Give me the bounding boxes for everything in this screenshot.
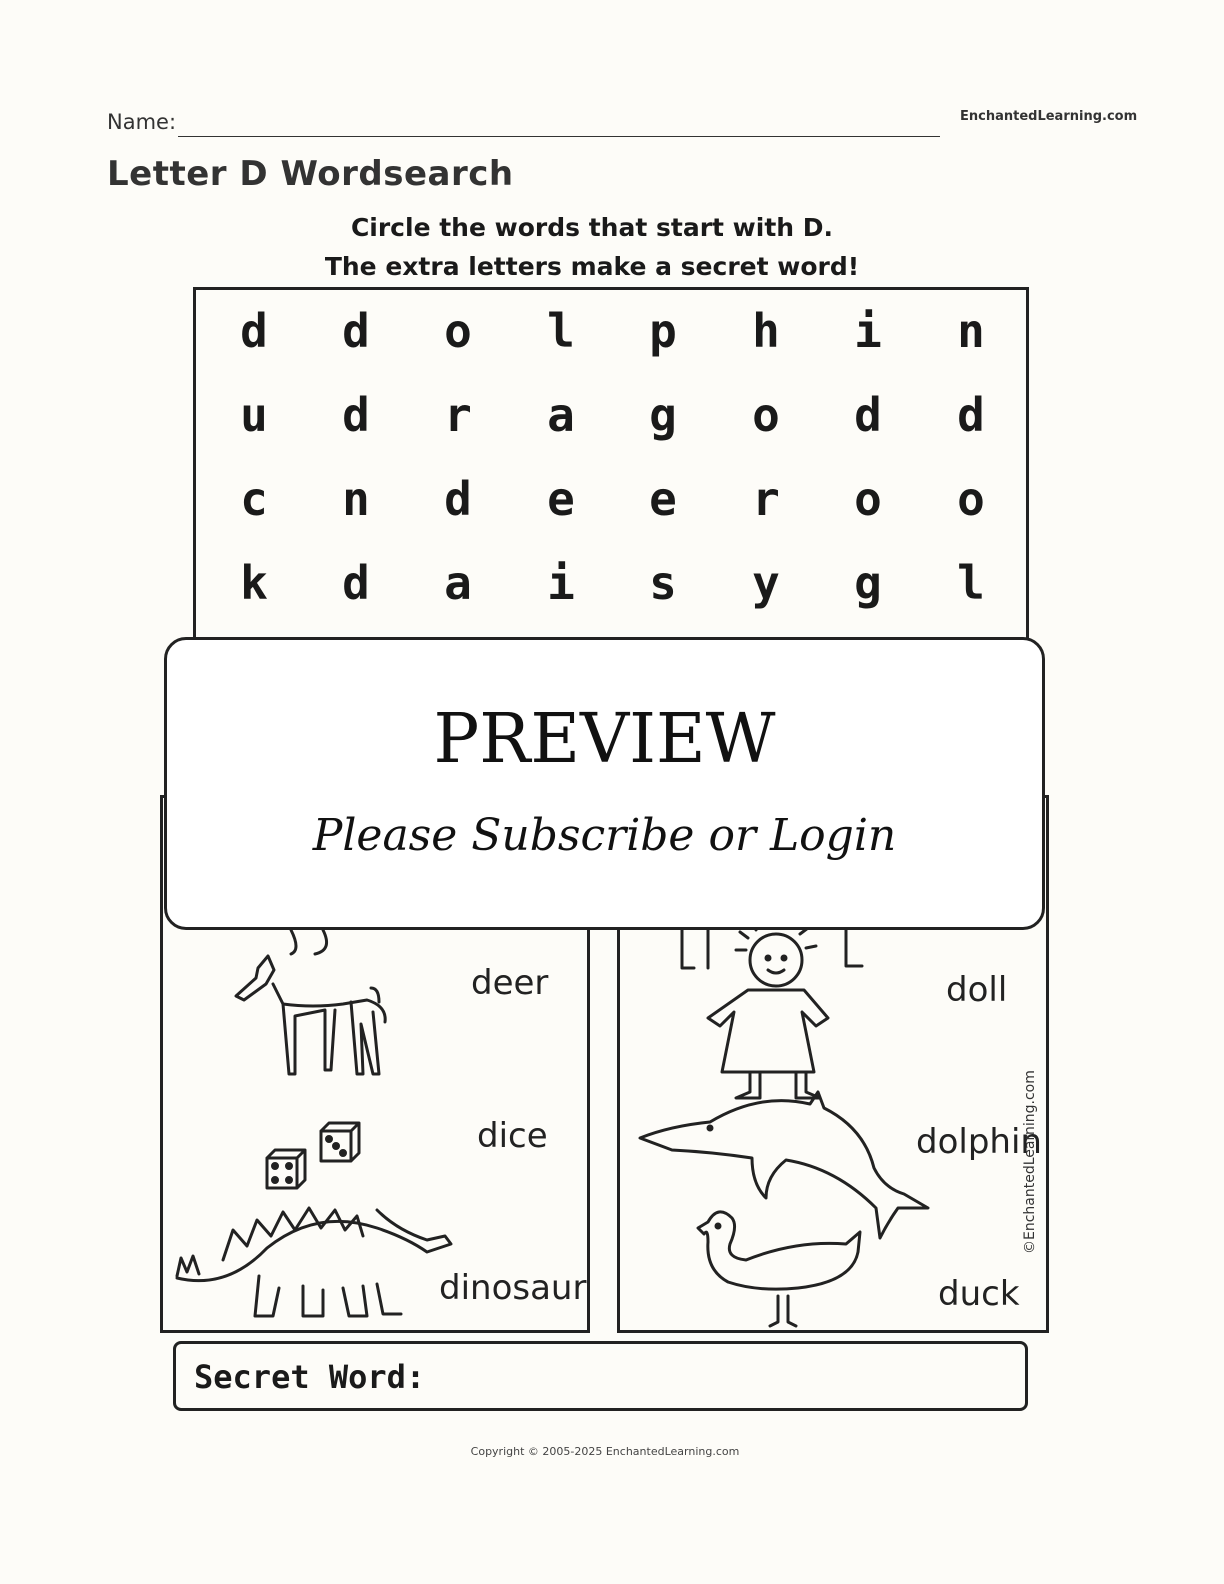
grid-row bbox=[196, 472, 1026, 532]
grid-letter[interactable]: r bbox=[444, 388, 472, 442]
wordsearch-grid bbox=[193, 287, 1029, 647]
word-doll: doll bbox=[946, 970, 1008, 1010]
watermark-text: ©EnchantedLearning.com bbox=[1022, 1070, 1038, 1254]
grid-letter[interactable]: a bbox=[444, 556, 472, 610]
preview-title: PREVIEW bbox=[433, 700, 776, 779]
grid-letter[interactable]: p bbox=[649, 304, 677, 358]
grid-letter[interactable]: d bbox=[957, 388, 985, 442]
grid-letter[interactable]: l bbox=[547, 304, 575, 358]
grid-letter[interactable]: o bbox=[957, 472, 985, 526]
grid-letter[interactable]: h bbox=[752, 304, 780, 358]
grid-letter[interactable]: d bbox=[854, 388, 882, 442]
grid-letter[interactable]: c bbox=[240, 472, 268, 526]
grid-letter[interactable]: i bbox=[547, 556, 575, 610]
word-deer: deer bbox=[471, 963, 549, 1003]
preview-overlay[interactable] bbox=[164, 637, 1045, 930]
grid-letter[interactable]: y bbox=[752, 556, 780, 610]
name-label: Name: bbox=[107, 110, 177, 134]
word-dinosaur: dinosaur bbox=[439, 1268, 587, 1308]
grid-letter[interactable]: e bbox=[649, 472, 677, 526]
grid-row bbox=[196, 304, 1026, 364]
grid-letter[interactable]: d bbox=[240, 304, 268, 358]
grid-letter[interactable]: g bbox=[854, 556, 882, 610]
grid-letter[interactable]: o bbox=[854, 472, 882, 526]
grid-letter[interactable]: i bbox=[854, 304, 882, 358]
grid-letter[interactable]: o bbox=[752, 388, 780, 442]
grid-letter[interactable]: n bbox=[957, 304, 985, 358]
grid-letter[interactable]: e bbox=[547, 472, 575, 526]
grid-letter[interactable]: k bbox=[240, 556, 268, 610]
copyright-footer: Copyright © 2005-2025 EnchantedLearning.com bbox=[470, 1445, 740, 1458]
secret-word-box[interactable] bbox=[173, 1341, 1028, 1411]
word-dolphin: dolphin bbox=[916, 1122, 1042, 1162]
grid-row bbox=[196, 388, 1026, 448]
grid-letter[interactable]: g bbox=[649, 388, 677, 442]
grid-letter[interactable]: l bbox=[957, 556, 985, 610]
grid-letter[interactable]: d bbox=[342, 388, 370, 442]
page-title: Letter D Wordsearch bbox=[107, 154, 514, 194]
name-line[interactable] bbox=[178, 136, 940, 137]
instruction-line-2: The extra letters make a secret word! bbox=[324, 252, 860, 281]
grid-row bbox=[196, 556, 1026, 616]
grid-letter[interactable]: a bbox=[547, 388, 575, 442]
grid-letter[interactable]: r bbox=[752, 472, 780, 526]
word-dice: dice bbox=[477, 1116, 548, 1156]
grid-letter[interactable]: s bbox=[649, 556, 677, 610]
grid-letter[interactable]: d bbox=[342, 304, 370, 358]
grid-letter[interactable]: u bbox=[240, 388, 268, 442]
site-label: EnchantedLearning.com bbox=[960, 109, 1138, 124]
subscribe-login-link[interactable]: Please Subscribe or Login bbox=[312, 810, 897, 861]
instruction-line-1: Circle the words that start with D. bbox=[350, 213, 834, 242]
grid-letter[interactable]: d bbox=[444, 472, 472, 526]
grid-letter[interactable]: o bbox=[444, 304, 472, 358]
grid-letter[interactable]: n bbox=[342, 472, 370, 526]
grid-letter[interactable]: d bbox=[342, 556, 370, 610]
secret-word-label: Secret Word: bbox=[194, 1358, 426, 1396]
word-duck: duck bbox=[938, 1274, 1020, 1314]
